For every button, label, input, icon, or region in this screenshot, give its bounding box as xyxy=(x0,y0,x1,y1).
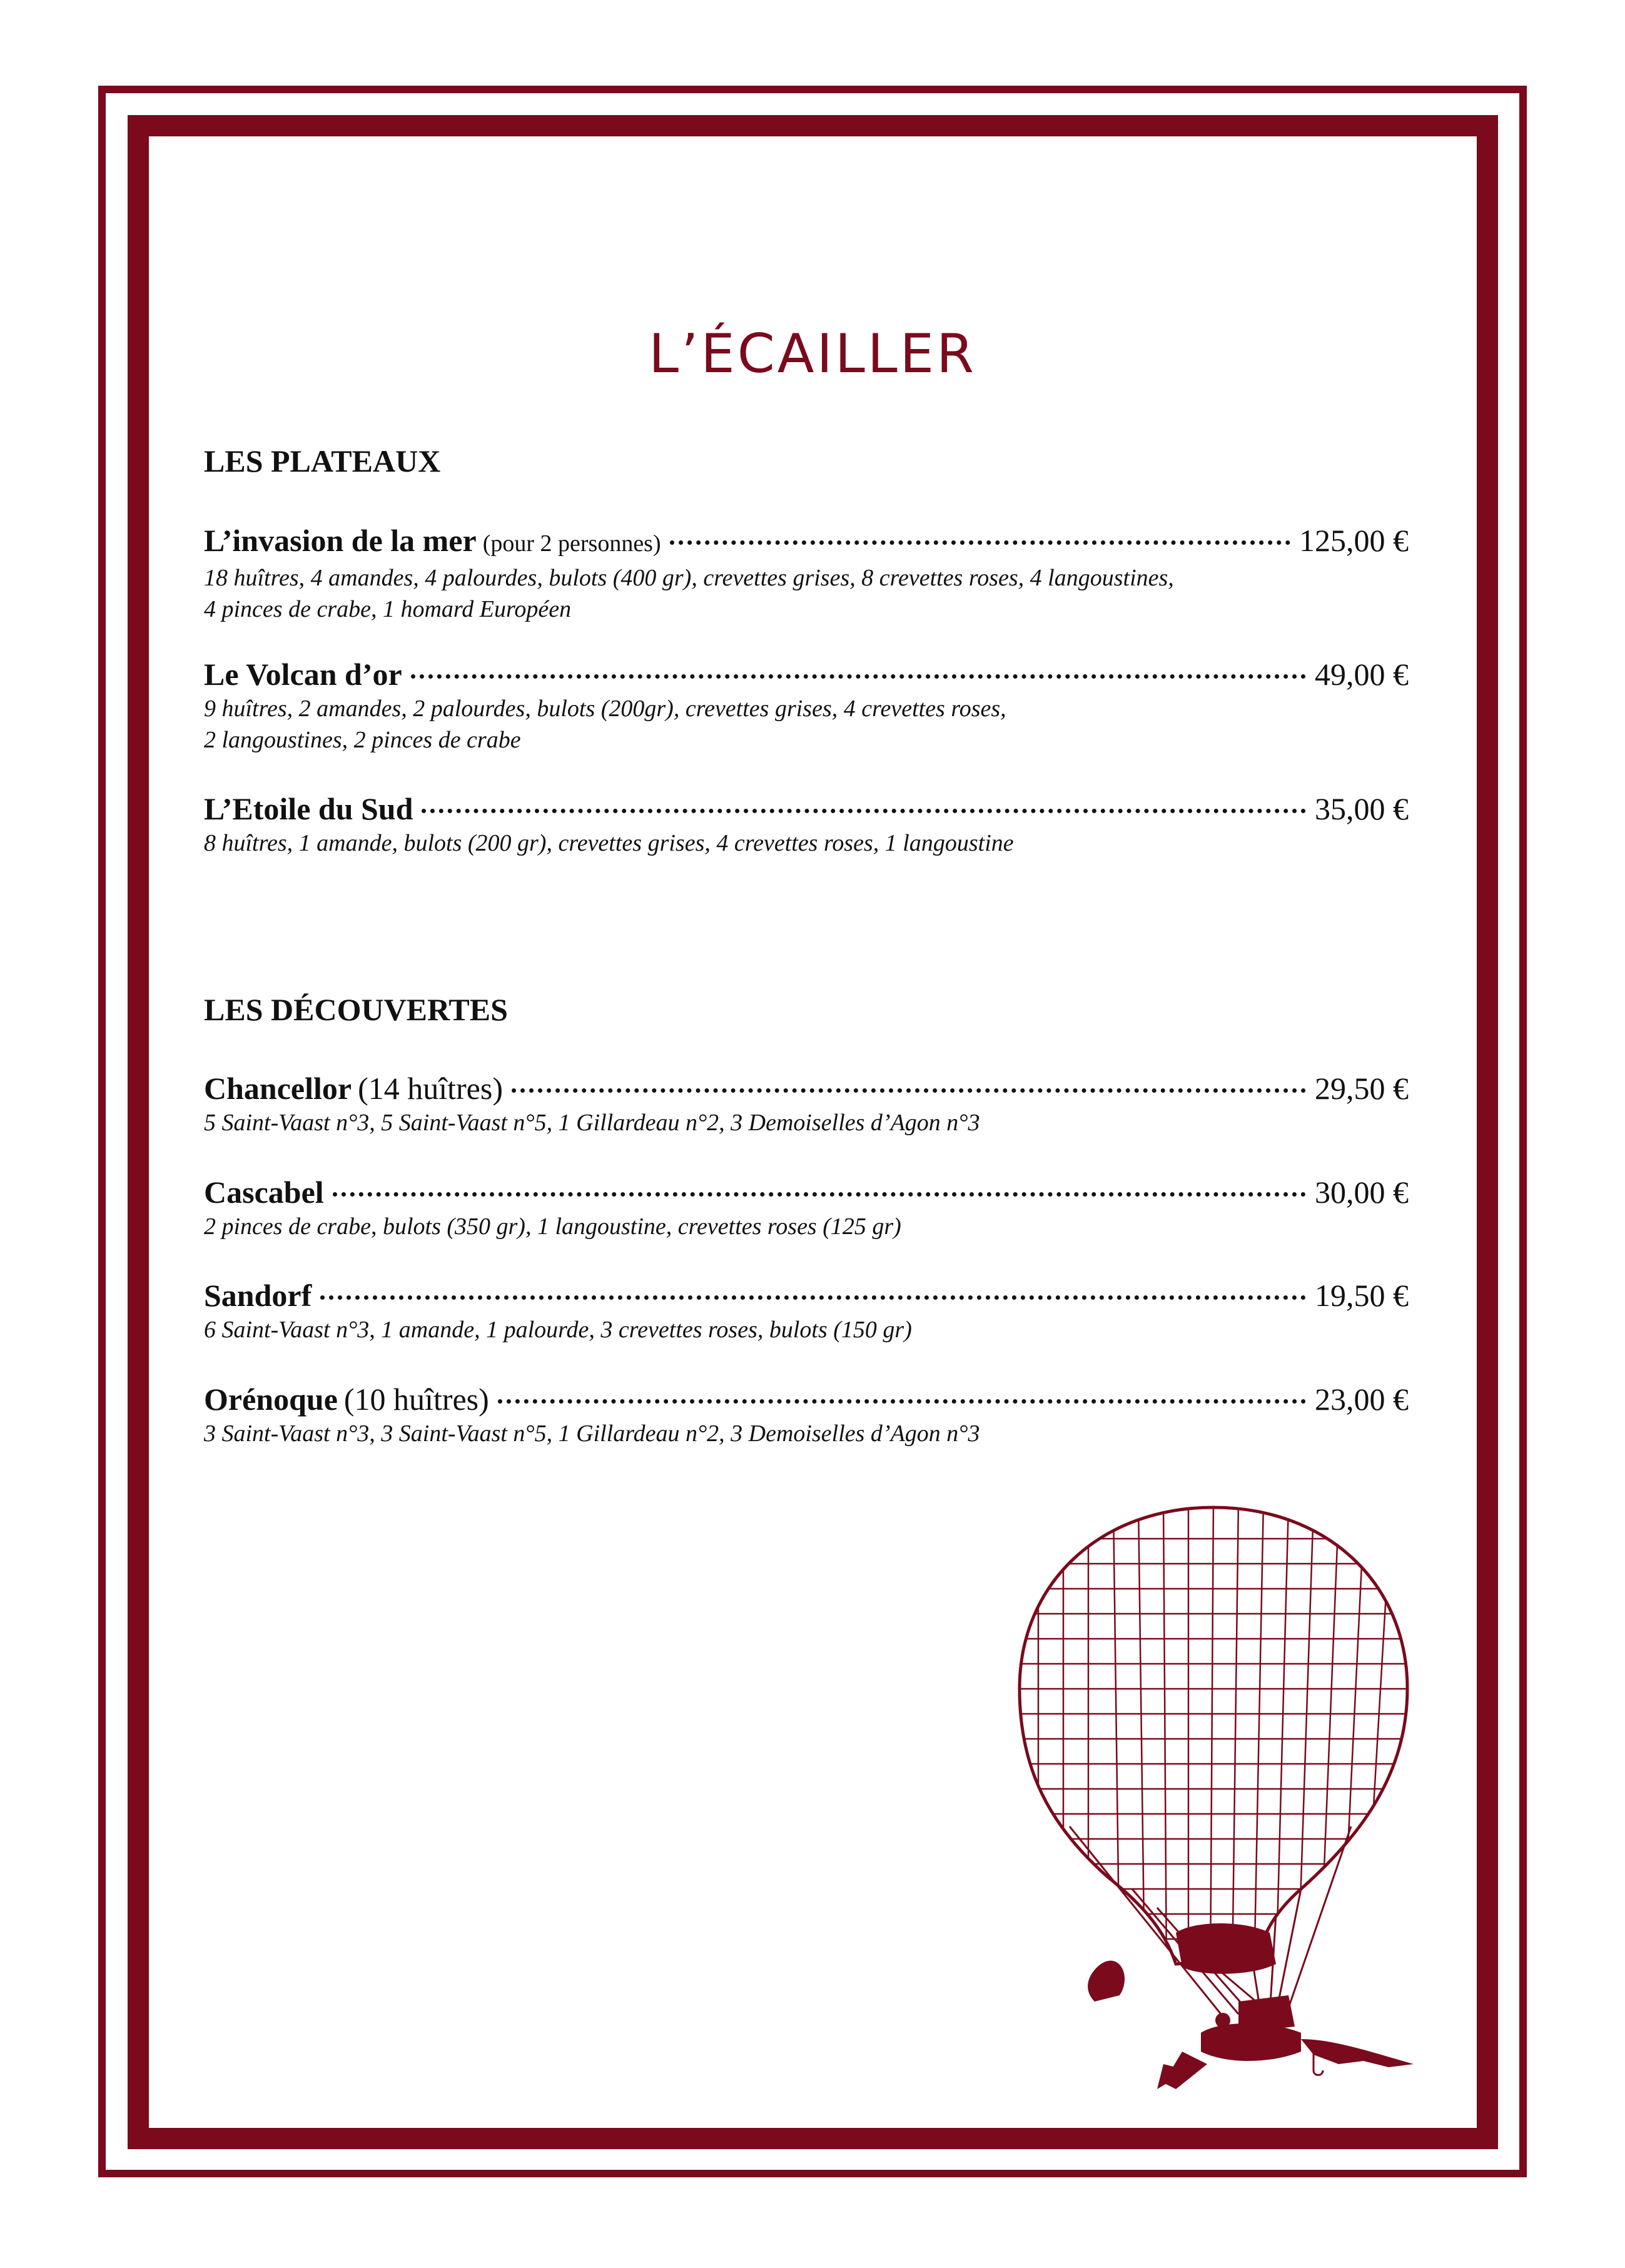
dot-leader xyxy=(498,1399,1306,1404)
section-title-decouvertes: LES DÉCOUVERTES xyxy=(204,992,508,1027)
item-name: L’invasion de la mer xyxy=(204,523,477,558)
item-price: 49,00 € xyxy=(1315,657,1409,692)
item-name: L’Etoile du Sud xyxy=(204,791,413,826)
menu-item xyxy=(204,1070,1409,1138)
item-description-line: 18 huîtres, 4 amandes, 4 palourdes, bulots (400 gr), crevettes grises, 8 crevettes roses, 4 langoustines, xyxy=(204,565,1174,591)
item-description-line: 4 pinces de crabe, 1 homard Européen xyxy=(204,596,572,622)
item-name: Sandorf xyxy=(204,1278,312,1313)
dot-leader xyxy=(320,1295,1306,1300)
item-name: Orénoque xyxy=(204,1382,338,1417)
dot-leader xyxy=(512,1088,1306,1093)
item-note: (pour 2 personnes) xyxy=(482,530,661,557)
dot-leader xyxy=(333,1192,1306,1197)
item-price: 23,00 € xyxy=(1315,1382,1409,1417)
item-price: 19,50 € xyxy=(1315,1278,1409,1313)
item-description-line: 2 pinces de crabe, bulots (350 gr), 1 langoustine, crevettes roses (125 gr) xyxy=(204,1213,901,1240)
menu-item xyxy=(204,656,1409,756)
menu-item xyxy=(204,1173,1409,1242)
item-price: 30,00 € xyxy=(1315,1175,1409,1210)
section-title-plateaux: LES PLATEAUX xyxy=(204,443,441,478)
menu-item xyxy=(204,790,1409,859)
item-description-line: 8 huîtres, 1 amande, bulots (200 gr), crevettes grises, 4 crevettes roses, 1 langoustine xyxy=(204,830,1014,856)
item-description-line: 2 langoustines, 2 pinces de crabe xyxy=(204,727,521,753)
balloon-illustration xyxy=(976,1501,1451,2089)
item-description-line: 9 huîtres, 2 amandes, 2 palourdes, bulots (200gr), crevettes grises, 4 crevettes roses, xyxy=(204,696,1006,722)
item-description-line: 6 Saint-Vaast n°3, 1 amande, 1 palourde, 3 crevettes roses, bulots (150 gr) xyxy=(204,1317,912,1343)
dot-leader xyxy=(411,674,1306,679)
dot-leader xyxy=(422,809,1306,813)
item-price: 35,00 € xyxy=(1315,791,1409,826)
menu-item xyxy=(204,522,1409,625)
menu-item xyxy=(204,1380,1409,1449)
item-name: Chancellor xyxy=(204,1071,352,1106)
item-name: Le Volcan d’or xyxy=(204,657,402,692)
dot-leader xyxy=(670,540,1290,545)
item-note: (14 huîtres) xyxy=(358,1071,503,1106)
item-description-line: 3 Saint-Vaast n°3, 3 Saint-Vaast n°5, 1 Gillardeau n°2, 3 Demoiselles d’Agon n°3 xyxy=(204,1420,980,1447)
item-name: Cascabel xyxy=(204,1175,324,1210)
item-price: 29,50 € xyxy=(1315,1071,1409,1106)
item-description-line: 5 Saint-Vaast n°3, 5 Saint-Vaast n°5, 1 Gillardeau n°2, 3 Demoiselles d’Agon n°3 xyxy=(204,1110,980,1136)
item-price: 125,00 € xyxy=(1299,523,1409,558)
item-note: (10 huîtres) xyxy=(343,1382,489,1417)
menu-title: L’ÉCAILLER xyxy=(649,322,976,385)
menu-item xyxy=(204,1277,1409,1345)
